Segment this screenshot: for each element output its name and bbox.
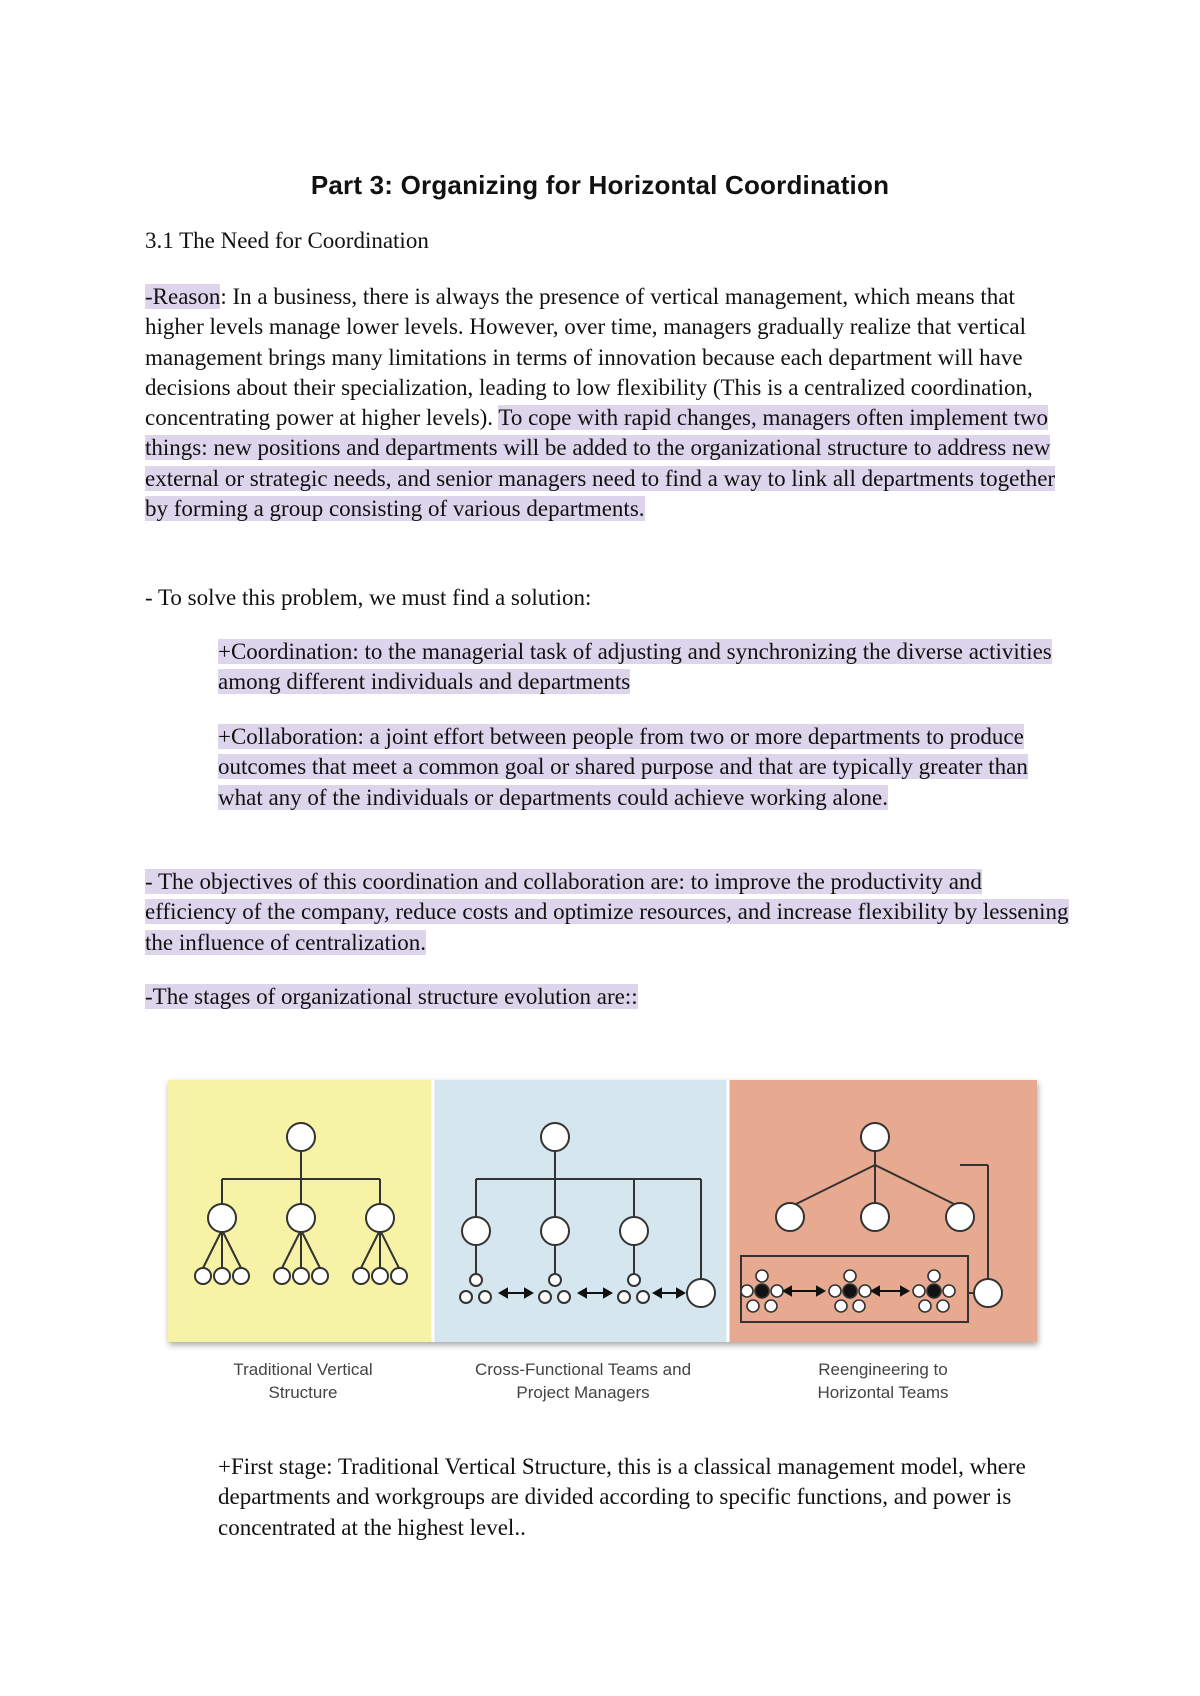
stages-intro [145, 982, 1075, 1012]
collaboration-item [218, 722, 1078, 813]
panel-cross-functional [433, 1080, 728, 1342]
objectives-paragraph [145, 867, 1075, 958]
org-structure-figure [168, 1080, 1037, 1342]
reason-label: -Reason [145, 284, 221, 309]
reason-text: : In a business, there is always the presence of vertical management, which means that higher levels manage lower levels. However, over time, managers gradually realize that vertical management brings many limitations in terms of innovation because each department will have decisions about their specialization, leading to low flexibility (This is a centralized coordination, concentrating power at higher levels). [145, 284, 1033, 431]
stages-intro-text: -The stages of organizational structure evolution are:: [145, 984, 638, 1009]
caption-traditional-line1: Traditional Vertical [233, 1360, 373, 1379]
section-heading: 3.1 The Need for Coordination [145, 228, 429, 253]
caption-cross-functional-line2: Project Managers [516, 1383, 650, 1402]
solve-intro: - To solve this problem, we must find a solution: [145, 585, 592, 610]
caption-traditional-line2: Structure [268, 1383, 338, 1402]
caption-traditional [163, 1358, 443, 1404]
collaboration-text: +Collaboration: a joint effort between people from two or more departments to produce outcomes that meet a common goal or shared purpose and that are typically greater than what any of the individuals or departments could achieve working alone. [218, 724, 1028, 810]
caption-cross-functional-line1: Cross-Functional Teams and [474, 1360, 692, 1379]
caption-reengineering [743, 1358, 1023, 1404]
first-stage-paragraph: +First stage: Traditional Vertical Structure, this is a classical management model, where departments and workgroups are divided according to specific functions, and power is concentrated at the highest level.. [218, 1454, 1026, 1540]
reason-paragraph [145, 282, 1075, 524]
coordination-item [218, 637, 1078, 698]
coordination-text: +Coordination: to the managerial task of adjusting and synchronizing the diverse activities among different individuals and departments [218, 639, 1052, 695]
caption-reengineering-line1: Reengineering to [818, 1360, 948, 1379]
reason-highlight-text: To cope with rapid changes, managers often implement two things: new positions and departments will be added to the organizational structure to address new external or strategic needs, and senior managers need to find a way to link all departments together by forming a group consisting of various departments. [145, 405, 1056, 522]
caption-reengineering-line2: Horizontal Teams [817, 1383, 949, 1402]
objectives-text: - The objectives of this coordination and collaboration are: to improve the productivity and efficiency of the company, reduce costs and optimize resources, and increase flexibility by lessening the influence of centralization. [145, 869, 1069, 955]
caption-cross-functional [443, 1358, 723, 1404]
page-title: Part 3: Organizing for Horizontal Coordination [310, 170, 890, 200]
